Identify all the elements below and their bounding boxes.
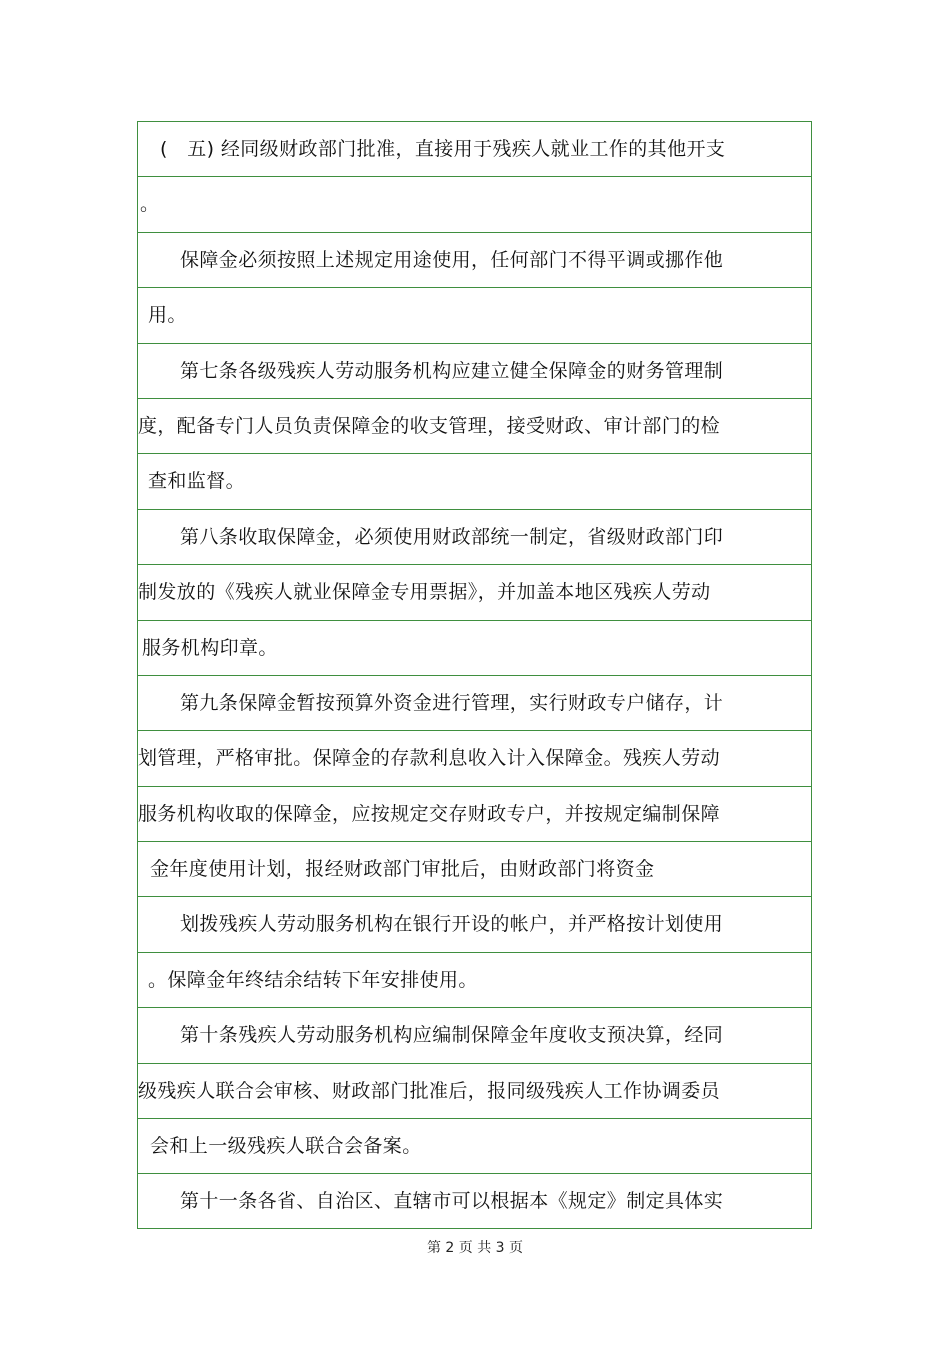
line-text: 第八条收取保障金，必须使用财政部统一制定，省级财政部门印 xyxy=(180,525,724,548)
line-text: 第七条各级残疾人劳动服务机构应建立健全保障金的财务管理制 xyxy=(180,359,724,382)
line-text: 制发放的《残疾人就业保障金专用票据》，并加盖本地区残疾人劳动 xyxy=(138,581,711,604)
text-line xyxy=(138,510,811,565)
text-line xyxy=(138,731,811,786)
line-text: 第十一条各省、自治区、直辖市可以根据本《规定》制定具体实 xyxy=(180,1190,724,1213)
page-footer: 第 2 页 共 3 页 xyxy=(426,1240,524,1256)
text-line xyxy=(138,953,811,1008)
text-line xyxy=(138,842,811,897)
line-text: 划管理，严格审批。保障金的存款利息收入计入保障金。残疾人劳动 xyxy=(138,747,721,770)
line-text: 划拨残疾人劳动服务机构在银行开设的帐户，并严格按计划使用 xyxy=(180,913,724,936)
line-text: 服务机构收取的保障金，应按规定交存财政专户，并按规定编制保障 xyxy=(138,802,721,825)
line-text: 级残疾人联合会审核、财政部门批准后，报同级残疾人工作协调委员 xyxy=(138,1079,721,1102)
text-line xyxy=(138,1174,811,1229)
line-text: 查和监督。 xyxy=(148,470,246,493)
text-line xyxy=(138,621,811,676)
line-text: 第十条残疾人劳动服务机构应编制保障金年度收支预决算，经同 xyxy=(180,1024,724,1047)
line-text: ( 五) 经同级财政部门批准，直接用于残疾人就业工作的其他开支 xyxy=(160,138,726,160)
line-text: 保障金必须按照上述规定用途使用，任何部门不得平调或挪作他 xyxy=(180,248,724,271)
line-text: 金年度使用计划，报经财政部门审批后，由财政部门将资金 xyxy=(150,858,655,881)
text-line xyxy=(138,676,811,731)
text-line xyxy=(138,344,811,399)
document-box xyxy=(137,121,812,1229)
line-text: 第九条保障金暂按预算外资金进行管理，实行财政专户储存，计 xyxy=(180,691,724,714)
line-text: 。保障金年终结余结转下年安排使用。 xyxy=(148,968,478,991)
text-line xyxy=(138,787,811,842)
line-text: 。 xyxy=(140,193,160,216)
line-text: 用。 xyxy=(148,304,187,327)
line-text: 度，配备专门人员负责保障金的收支管理，接受财政、审计部门的检 xyxy=(138,414,721,437)
text-line xyxy=(138,1008,811,1063)
line-text: 会和上一级残疾人联合会备案。 xyxy=(150,1135,422,1158)
text-line xyxy=(138,897,811,952)
text-line xyxy=(138,565,811,620)
text-line xyxy=(138,122,811,177)
text-line xyxy=(138,288,811,343)
text-line xyxy=(138,399,811,454)
text-line xyxy=(138,454,811,509)
text-line xyxy=(138,1119,811,1174)
text-line xyxy=(138,177,811,232)
text-line xyxy=(138,1064,811,1119)
text-line xyxy=(138,233,811,288)
line-text: 服务机构印章。 xyxy=(142,636,278,659)
